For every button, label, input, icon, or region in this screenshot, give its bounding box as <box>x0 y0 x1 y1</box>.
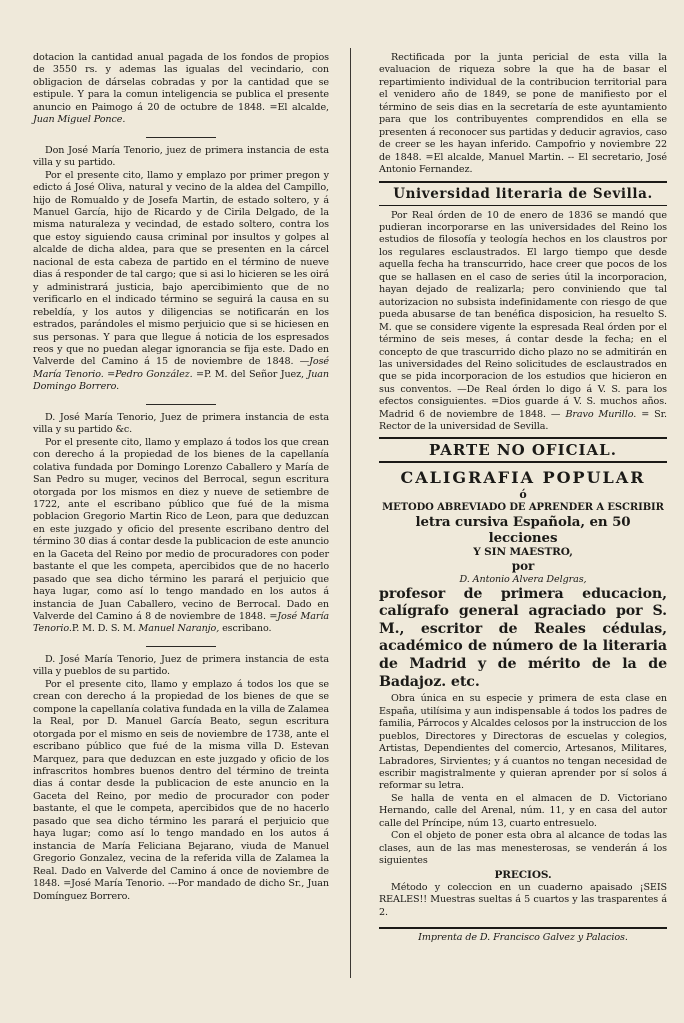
left-column <box>33 52 329 913</box>
zalamea-heading: D. José María Tenorio, Juez de primera instancia de esta villa y pueblos de su partido. <box>33 653 329 678</box>
capellania-heading: D. José María Tenorio, Juez de primera instancia de esta villa y su partido &c. <box>33 411 329 436</box>
zalamea-body: Por el presente cito, llamo y emplazo á todos los que se crean con derecho á la propiedad de los bienes de que se compone la capellanía colativa fundada en la villa de Zalamea la Real, por D. Manuel García Beato, segun escritura otorgada por el mismo en seis de noviembre de 1738, ante el escribano público que fué de la misma villa D. Estevan Marquez, para que deduzcan en este juzgado y oficio de los infrascritos hombres buenos dentro del término de treinta dias á contar desde la publicacion de este anuncio en la Gaceta del Reino, por medio de procurador con poder bastante, el que le competa, apercibidos que de no hacerlo pasado que sea dicho término les parará el perjuicio que haya lugar; como así lo tengo mandado en los autos á instancia de María Feliciana Bejarano, viuda de Manuel Gregorio Gonzalez, vecina de la referida villa de Zalamea la Real. Dado en Valverde del Camino á once de noviembre de 1848. =José María Tenorio. ---Por mandado de dicho Sr., Juan Domínguez Borrero. <box>33 678 329 902</box>
column-divider <box>350 48 351 978</box>
right-column <box>379 52 667 945</box>
advert-conjunction: ó <box>519 487 527 501</box>
section-rule <box>379 181 667 183</box>
notice-capellania-berrocal <box>33 412 329 636</box>
notice-university <box>379 210 667 434</box>
separator <box>146 646 216 647</box>
notice-paimogo <box>33 52 329 127</box>
advert-prices: Método y coleccion en un cuaderno apaisado ¡SEIS REALES!! Muestras sueltas á 5 cuartos y las trasparentes á 2. <box>379 881 667 918</box>
separator <box>146 137 216 138</box>
footer-rule <box>379 927 667 929</box>
imprint: Imprenta de D. Francisco Galvez y Palacios. <box>418 931 628 943</box>
advert-author-credentials: profesor de primera educacion, calígrafo general agraciado por S. M., escritor de Reales cédulas, académico de número de la literaria de Madrid y de mérito de la de Badajoz. etc. <box>379 585 667 690</box>
signature: Juan Miguel Ponce. <box>33 114 126 126</box>
advert-subtitle-3: Y SIN MAESTRO, <box>473 545 573 558</box>
section-rule <box>379 205 667 206</box>
advert-caligrafia <box>379 468 667 919</box>
capellania-body: Por el presente cito, llamo y emplazo á todos los que crean con derecho á la propiedad de los bienes de la capellanía colativa fundada por Domingo Lorenzo Caballero y María de San Pedro su muger, vecinos del Berrocal, segun escritura otorgada por los mismos en diez y nueve de setiembre de 1722, ante el escribano público que fué de la misma poblacion Gregorio Martin Rico de Leon, para que deduzcan en este juzgado y oficio del presente escribano dentro del término 30 dias á contar desde la publicacion de este anuncio en la Gaceta del Reino por medio de procuradores con poder bastante el que les competa, apercibidos que de no hacerlo pasado que sea dicho término les parará el perjuicio que haya lugar, como así lo tengo mandado en los autos á instancia de Juan Caballero, vecino de Berrocal. Dado en Valverde del Camino á 8 de noviembre de 1848. =José María Tenorio.P. M. D. S. M. Manuel Naranjo, escribano. <box>33 436 329 635</box>
advert-prices-heading: PRECIOS. <box>494 868 552 881</box>
advert-title: CALIGRAFIA POPULAR <box>400 467 646 487</box>
university-text: Por Real órden de 10 de enero de 1836 se mandó que pudieran incorporarse en las universidades del Reino los estudios de filosofía y teología hechos en los claustros por los regulares esclaustrados. El largo tiempo que desde aquella fecha ha transcurrido, hace creer que pocos de los que se hallasen en el caso de series útil la incorporacion, hayan dejado de realizarla; pero conviniendo que tal autorizacion no subsista indefinidamente con riesgo de que pueda abusarse de tan benéfica disposicion, ha resuelto S. M. que se considere vigente la espresada Real órden por el término de seis meses, á contar desde la fecha; en el concepto de que trascurrido dicho plazo no se admitirán en las universidades del Reino solicitudes de esclaustrados en que se pida incorporacion de los estudios que hicieron en sus conventos. —De Real órden lo digo á V. S. para los efectos consiguientes. =Dios guarde á V. S. muchos años. Madrid 6 de noviembre de 1848. — Bravo Murillo. = Sr. Rector de la universidad de Sevilla. <box>379 209 668 433</box>
parte-no-oficial-heading: PARTE NO OFICIAL. <box>379 437 667 463</box>
notice-edict-oliva <box>33 145 329 394</box>
advert-prices-intro: Con el objeto de poner esta obra al alcance de todas las clases, aun de las mas menesterosas, se venderán á los siguientes <box>379 830 667 867</box>
advert-body: Obra única en su especie y primera de esta clase en España, utilísima y aun indispensable á todos los padres de familia, Párrocos y Alcaldes celosos por la instruccion de los pueblos, Directores y Directoras de escuelas y colegios, Artistas, Dependientes del comercio, Artesanos, Militares, Labradores, Sirvientes; y á cuantos no tengan necesidad de escribir magistralmente y quieran aprender por sí solos á reformar su letra. <box>379 693 667 792</box>
separator <box>146 404 216 405</box>
paimogo-text: dotacion la cantidad anual pagada de los fondos de propios de 3550 rs. y ademas las igualas del vecindario, con obligacion de dárselas cobradas y por la cantidad que se estipule. Y para la comun inteligencia se publica el presente anuncio en Paimogo á 20 de octubre de 1848. =El alcalde, Juan Miguel Ponce. <box>33 52 329 126</box>
advert-author: D. Antonio Alvera Delgras, <box>459 573 587 585</box>
advert-subtitle-1: METODO ABREVIADO DE APRENDER A ESCRIBIR <box>382 501 664 513</box>
edict-body: Por el presente cito, llamo y emplazo por primer pregon y edicto á José Oliva, natural y vecino de la aldea del Campillo, hijo de Romualdo y de Josefa Martin, de estado soltero, y á Manuel García, hijo de Ricardo y de Cirila Delgado, de la misma naturaleza y vecindad, de estado soltero, contra los que estoy siguiendo causa criminal por insultos y golpes al alcalde de dicha aldea, para que se presenten en la cárcel nacional de esta cabeza de partido en el término de nueve dias á responder de tal cargo; que si asi lo hicieren se les oirá y administrará justicia, bajo apercibimiento que de no verificarlo en el indicado término se seguirá la causa en su rebeldía, y los autos y diligencias se notificarán en los estrados, parándoles el mismo perjuicio que si se hiciesen en sus personas. Y para que llegue á noticia de los espresados reos y que no puedan alegar ignorancia se fija este. Dado en Valverde del Camino á 15 de noviembre de 1848. —José María Tenorio. =Pedro González. =P. M. del Señor Juez, Juan Domingo Borrero. <box>33 169 329 393</box>
university-heading: Universidad literaria de Sevilla. <box>393 185 653 202</box>
notice-capellania-zalamea <box>33 654 329 903</box>
advert-sales: Se halla de venta en el almacen de D. Victoriano Hernando, calle del Arenal, núm. 11, y en casa del autor calle del Príncipe, núm 13, cuarto entresuelo. <box>379 792 667 829</box>
edict-heading: Don José María Tenorio, juez de primera instancia de esta villa y su partido. <box>33 144 329 169</box>
notice-campofrio <box>379 52 667 177</box>
advert-by: por <box>511 558 535 573</box>
campofrio-text: Rectificada por la junta pericial de esta villa la evaluacion de riqueza sobre la que ha de basar el repartimiento individual de la contribucion territorial para el venidero año de 1849, se pone de manifiesto por el término de seis dias en la secretaría de este ayuntamiento para que los contribuyentes comprendidos en ella se presenten á reconocer sus partidas y deducir agravios, caso de creer se les hayan inferido. Campofrio y noviembre 22 de 1848. =El alcalde, Manuel Martin. -- El secretario, José Antonio Fernandez. <box>379 52 667 176</box>
advert-subtitle-2: letra cursiva Española, en 50 lecciones <box>415 513 631 546</box>
